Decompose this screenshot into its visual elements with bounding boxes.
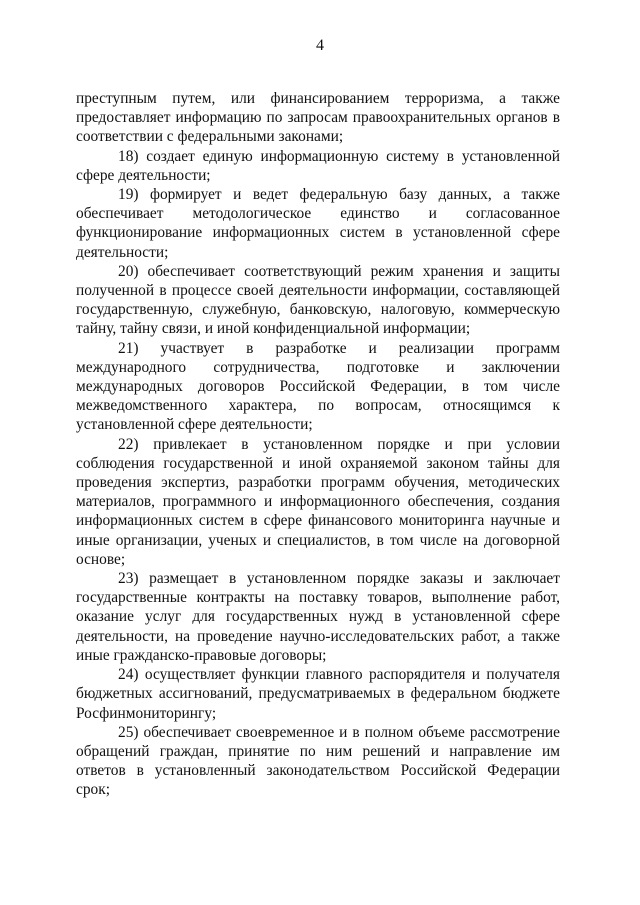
- paragraph-item-24: 24) осуществляет функции главного распорядителя и получателя бюджетных ассигнований, предусматриваемых в федеральном бюджете Росфинмониторингу;: [76, 666, 560, 722]
- paragraph-item-19: 19) формирует и ведет федеральную базу данных, а также обеспечивает методологическое единство и согласованное функционирование информационных систем в установленной сфере деятельности;: [76, 186, 560, 261]
- paragraph-item-25: 25) обеспечивает своевременное и в полном объеме рассмотрение обращений граждан, принятие по ним решений и направление им ответов в установленный законодательством Российской Федерации срок;: [76, 723, 560, 799]
- paragraph-item-21: 21) участвует в разработке и реализации программ международного сотрудничества, подготовке и заключении международных договоров Российской Федерации, в том числе межведомственного характера, по вопросам, относящимся к установленной сфере деятельности;: [76, 339, 560, 434]
- paragraph-item-23: 23) размещает в установленном порядке заказы и заключает государственные контракты на поставку товаров, выполнение работ, оказание услуг для государственных нужд в установленной сфере деятельности, на проведение научно-исследовательских работ, а также иные гражданско-правовые договоры;: [76, 570, 560, 664]
- paragraph-item-22: 22) привлекает в установленном порядке и при условии соблюдения государственной и иной охраняемой законом тайны для проведения экспертиз, разработки программ обучения, методических материалов, программного и информационного обеспечения, создания информационных систем в сфере финансового мониторинга научные и иные организации, ученых и специалистов, в том числе на договорной основе;: [76, 435, 560, 568]
- paragraph-item-20: 20) обеспечивает соответствующий режим хранения и защиты полученной в процессе своей деятельности информации, составляющей государственную, служебную, банковскую, налоговую, коммерческую тайну, тайну связи, и иной конфиденциальной информации;: [76, 262, 560, 338]
- paragraph-item-18: 18) создает единую информационную систему в установленной сфере деятельности;: [76, 147, 560, 184]
- paragraph-continuation: преступным путем, или финансированием терроризма, а также предоставляет информацию по запросам правоохранительных органов в соответствии с федеральными законами;: [76, 90, 560, 146]
- page-number: 4: [316, 37, 324, 54]
- document-body: [76, 89, 560, 800]
